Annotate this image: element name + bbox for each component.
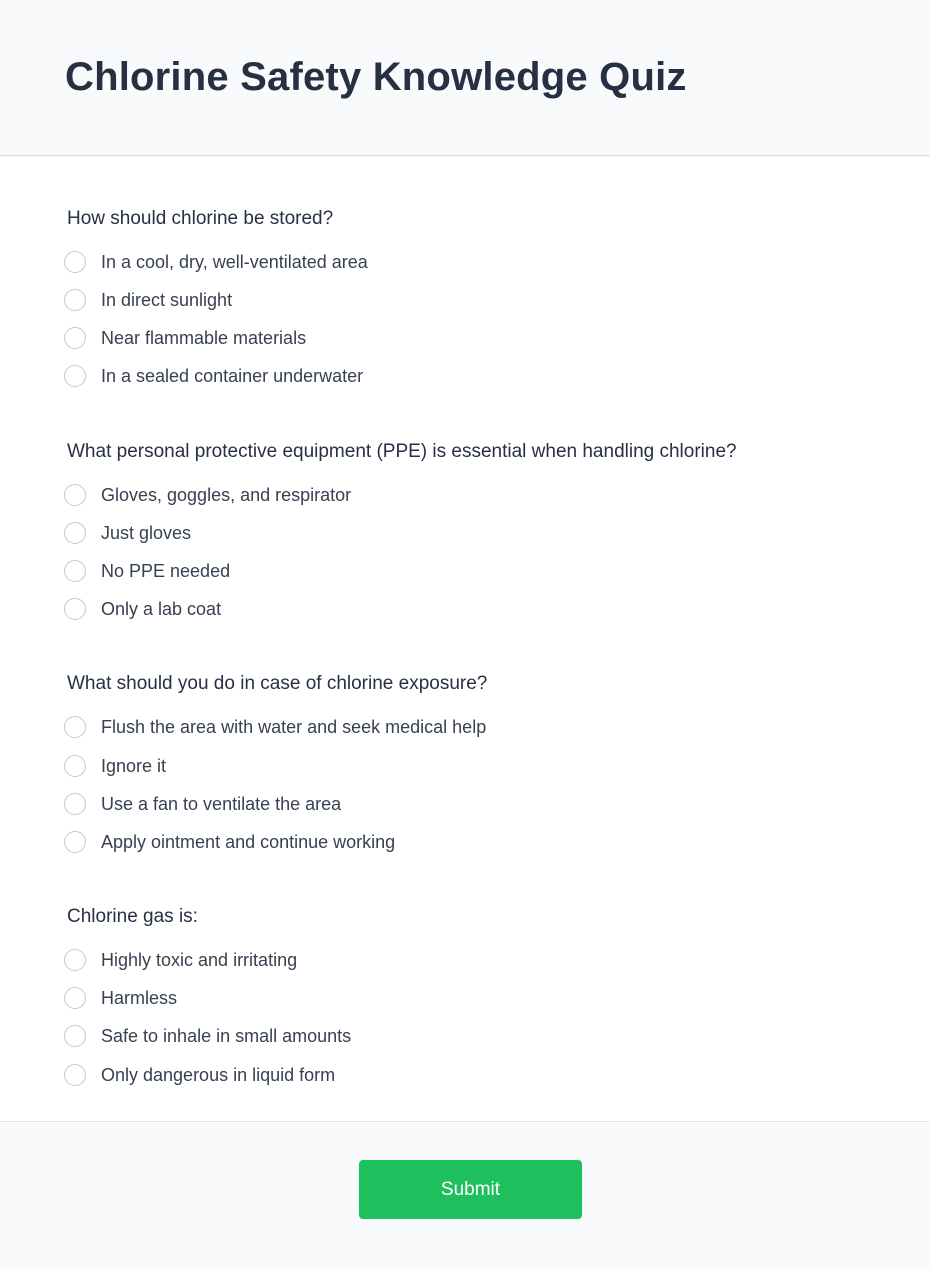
quiz-footer <box>0 1121 930 1269</box>
radio-button[interactable] <box>64 716 86 738</box>
radio-button[interactable] <box>64 987 86 1009</box>
radio-button[interactable] <box>64 949 86 971</box>
page-title: Chlorine Safety Knowledge Quiz <box>65 55 687 99</box>
submit-button[interactable]: Submit <box>359 1160 582 1219</box>
option-3-4[interactable] <box>64 829 395 855</box>
question-text: Chlorine gas is: <box>67 906 198 927</box>
option-label: No PPE needed <box>101 561 231 581</box>
option-1-1[interactable] <box>64 249 368 275</box>
option-label: Gloves, goggles, and respirator <box>101 485 352 505</box>
radio-button[interactable] <box>64 831 86 853</box>
option-2-1[interactable] <box>64 482 351 508</box>
question-text: How should chlorine be stored? <box>67 208 334 229</box>
radio-button[interactable] <box>64 484 86 506</box>
option-label: In direct sunlight <box>101 290 233 310</box>
radio-button[interactable] <box>64 365 86 387</box>
option-4-1[interactable] <box>64 947 297 973</box>
option-label: Apply ointment and continue working <box>101 832 396 852</box>
option-4-2[interactable] <box>64 985 177 1011</box>
option-label: In a sealed container underwater <box>101 366 364 386</box>
option-label: Just gloves <box>101 523 192 543</box>
radio-button[interactable] <box>64 289 86 311</box>
radio-button[interactable] <box>64 1064 86 1086</box>
option-label: Only dangerous in liquid form <box>101 1065 336 1085</box>
option-label: Flush the area with water and seek medical help <box>101 717 487 737</box>
radio-button[interactable] <box>64 251 86 273</box>
option-4-4[interactable] <box>64 1062 335 1088</box>
option-3-3[interactable] <box>64 791 341 817</box>
radio-button[interactable] <box>64 598 86 620</box>
quiz-header <box>0 0 930 156</box>
option-2-4[interactable] <box>64 596 221 622</box>
option-label: Use a fan to ventilate the area <box>101 794 342 814</box>
question-text: What personal protective equipment (PPE) is essential when handling chlorine? <box>67 441 737 462</box>
question-text: What should you do in case of chlorine exposure? <box>67 673 488 694</box>
option-3-2[interactable] <box>64 753 166 779</box>
radio-button[interactable] <box>64 1025 86 1047</box>
option-1-3[interactable] <box>64 325 306 351</box>
option-label: Harmless <box>101 988 178 1008</box>
radio-button[interactable] <box>64 327 86 349</box>
option-label: Only a lab coat <box>101 599 222 619</box>
radio-button[interactable] <box>64 793 86 815</box>
option-label: Near flammable materials <box>101 328 307 348</box>
option-label: Safe to inhale in small amounts <box>101 1026 352 1046</box>
radio-button[interactable] <box>64 560 86 582</box>
quiz-form <box>0 157 930 1121</box>
option-3-1[interactable] <box>64 714 486 740</box>
option-label: In a cool, dry, well-ventilated area <box>101 252 368 272</box>
radio-button[interactable] <box>64 755 86 777</box>
option-1-2[interactable] <box>64 287 232 313</box>
option-2-3[interactable] <box>64 558 230 584</box>
option-1-4[interactable] <box>64 363 363 389</box>
option-2-2[interactable] <box>64 520 191 546</box>
option-label: Highly toxic and irritating <box>101 950 298 970</box>
option-label: Ignore it <box>101 756 167 776</box>
radio-button[interactable] <box>64 522 86 544</box>
option-4-3[interactable] <box>64 1023 351 1049</box>
